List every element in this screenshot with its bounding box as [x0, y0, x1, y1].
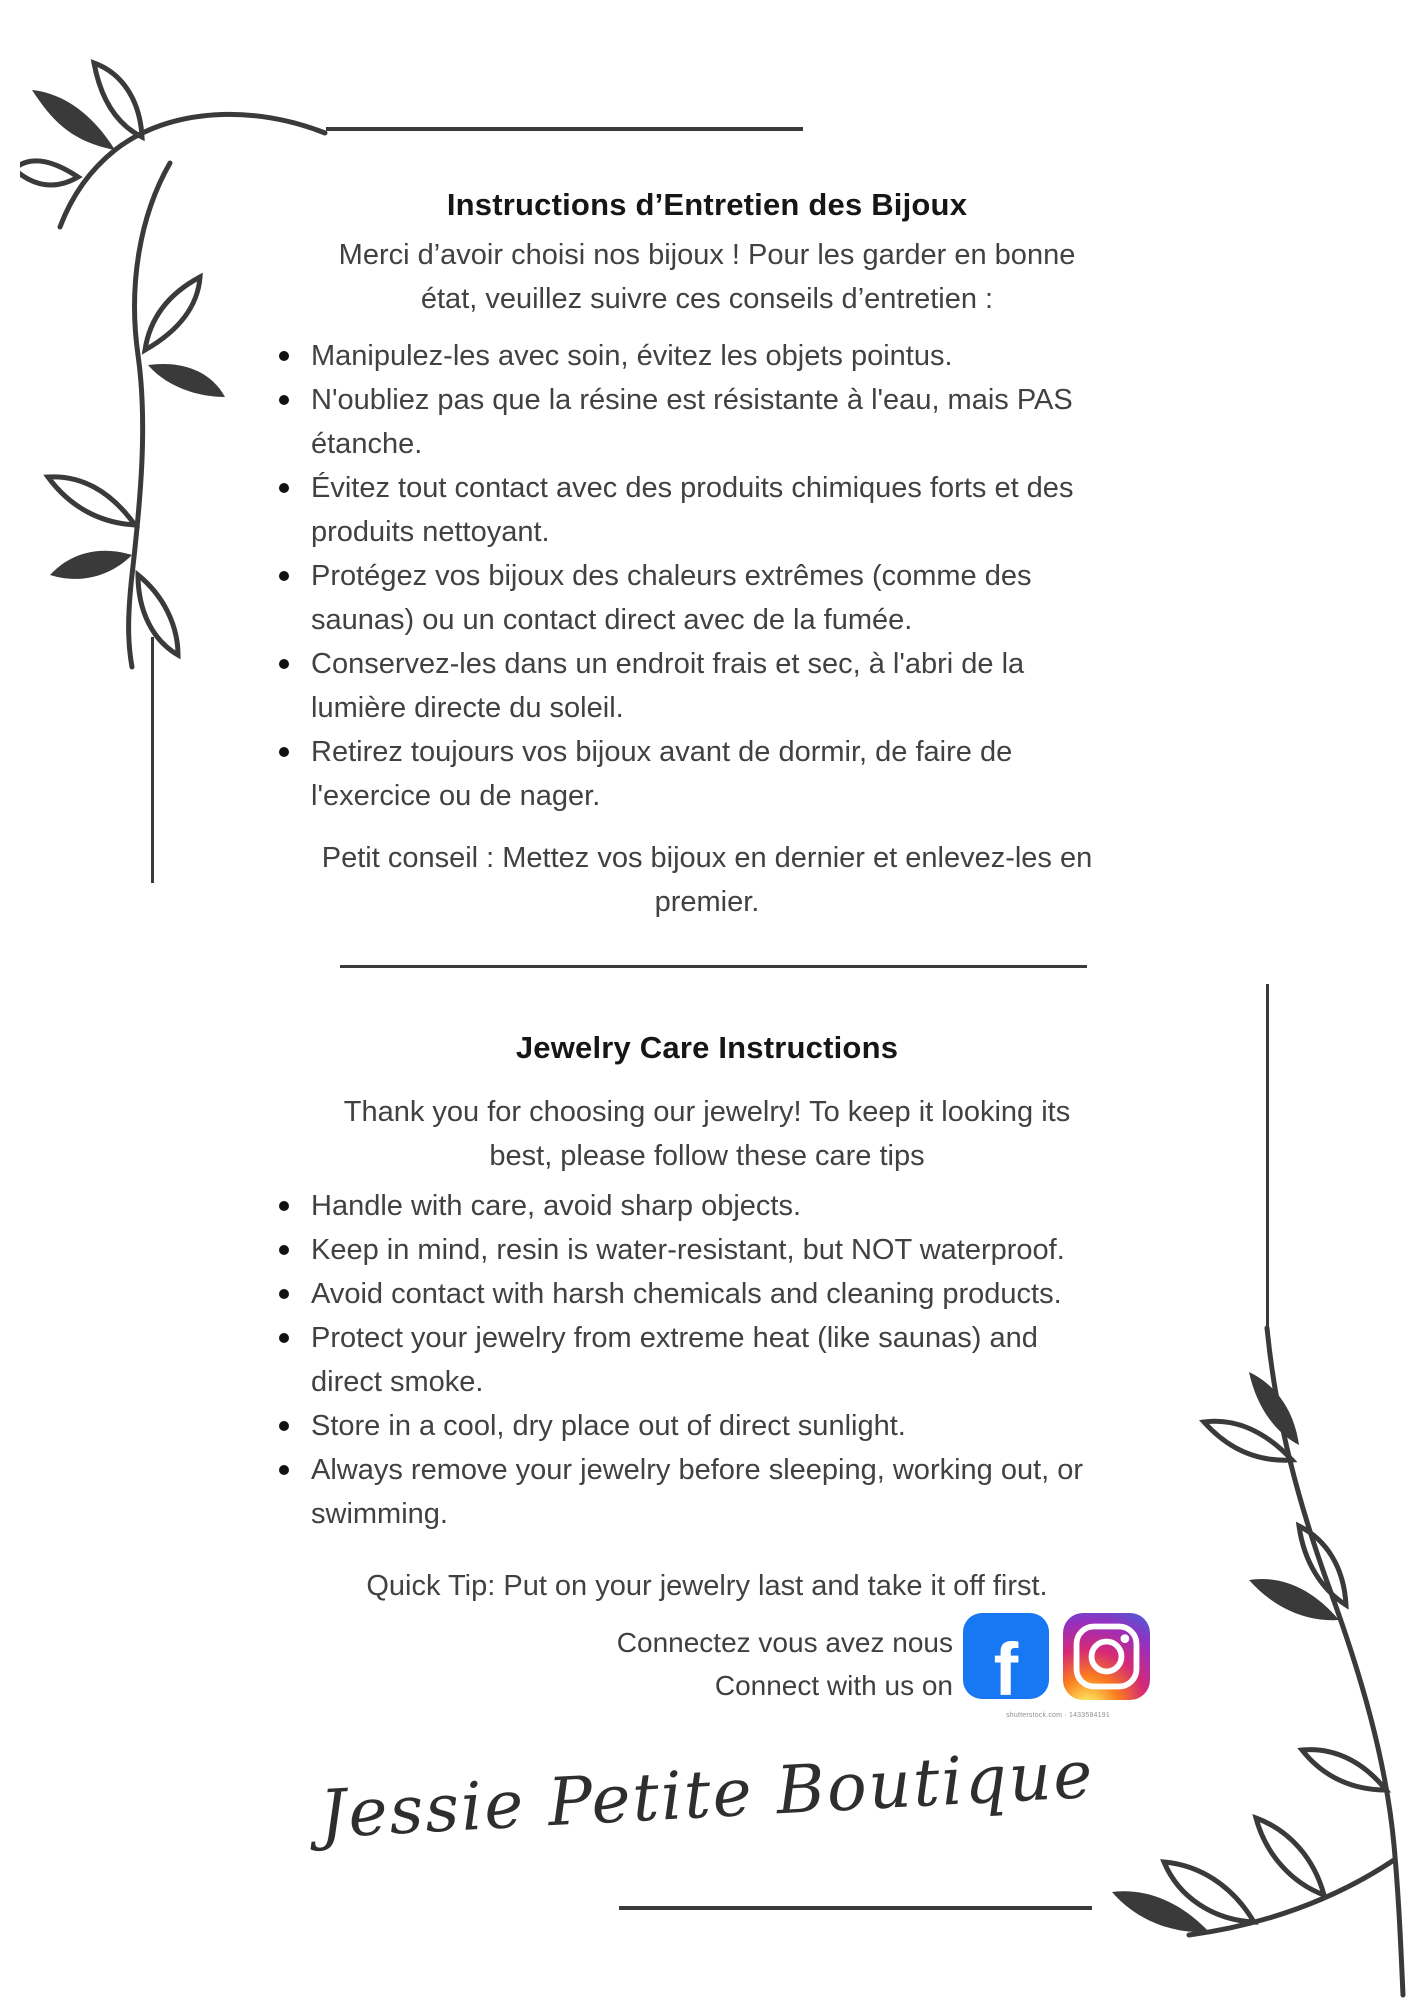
bullet-dot-icon	[279, 1333, 289, 1343]
french-care-list	[277, 334, 1137, 818]
bullet-dot-icon	[279, 351, 289, 361]
english-care-list-item-text: Avoid contact with harsh chemicals and cleaning products.	[311, 1278, 1062, 1310]
english-care-list	[277, 1184, 1137, 1536]
left-vertical-line	[151, 637, 154, 883]
french-care-list-item	[277, 554, 1137, 642]
bullet-dot-icon	[279, 747, 289, 757]
bullet-dot-icon	[279, 1289, 289, 1299]
french-care-list-item-text: Évitez tout contact avec des produits chimiques forts et des produits nettoyant.	[311, 472, 1074, 548]
facebook-f-glyph: f	[993, 1628, 1019, 1699]
french-quick-tip: Petit conseil : Mettez vos bijoux en dernier et enlevez-les en premier.	[321, 842, 1093, 918]
right-vertical-line	[1266, 984, 1269, 1340]
english-care-list-item	[277, 1184, 1137, 1228]
french-care-list-item-text: N'oubliez pas que la résine est résistante à l'eau, mais PAS étanche.	[311, 384, 1073, 460]
french-care-list-item-text: Manipulez-les avec soin, évitez les objets pointus.	[311, 340, 953, 372]
french-intro-text: Merci d’avoir choisi nos bijoux ! Pour les garder en bonne état, veuillez suivre ces conseils d’entretien :	[338, 239, 1076, 315]
french-care-list-item	[277, 466, 1137, 554]
bullet-dot-icon	[279, 1465, 289, 1475]
bullet-dot-icon	[279, 1201, 289, 1211]
french-care-list-item-text: Conservez-les dans un endroit frais et sec, à l'abri de la lumière directe du soleil.	[311, 648, 1025, 724]
french-care-list-item	[277, 730, 1137, 818]
french-care-section	[277, 185, 1137, 924]
boutique-signature-logo: Jessie Petite Boutique	[317, 1735, 1097, 1854]
bullet-dot-icon	[279, 659, 289, 669]
bullet-dot-icon	[279, 395, 289, 405]
french-care-list-item-text: Protégez vos bijoux des chaleurs extrêmes (comme des saunas) ou un contact direct avec de la fumée.	[311, 560, 1032, 636]
french-section-title: Instructions d’Entretien des Bijoux	[446, 187, 968, 222]
french-care-list-item-text: Retirez toujours vos bijoux avant de dormir, de faire de l'exercice ou de nager.	[311, 736, 1013, 812]
english-care-list-item-text: Always remove your jewelry before sleeping, working out, or swimming.	[311, 1454, 1084, 1530]
french-care-list-item	[277, 378, 1137, 466]
middle-divider-line	[340, 965, 1087, 968]
english-care-list-item-text: Keep in mind, resin is water-resistant, but NOT waterproof.	[311, 1234, 1065, 1266]
english-quick-tip: Quick Tip: Put on your jewelry last and take it off first.	[366, 1570, 1048, 1602]
english-care-list-item	[277, 1228, 1137, 1272]
instagram-icon	[1063, 1613, 1150, 1700]
stock-photo-watermark: shutterstock.com · 1433584191	[1006, 1712, 1110, 1719]
bullet-dot-icon	[279, 483, 289, 493]
english-care-list-item	[277, 1404, 1137, 1448]
english-care-list-item	[277, 1316, 1137, 1404]
bullet-dot-icon	[279, 1421, 289, 1431]
connect-text-block	[617, 1621, 953, 1707]
bottom-divider-line	[619, 1906, 1092, 1910]
facebook-icon	[963, 1613, 1049, 1699]
english-intro-text: Thank you for choosing our jewelry! To keep it looking its best, please follow these care tips	[343, 1096, 1071, 1172]
social-icons-group	[963, 1613, 1153, 1723]
english-section-title: Jewelry Care Instructions	[515, 1030, 899, 1065]
bullet-dot-icon	[279, 1245, 289, 1255]
english-care-list-item	[277, 1448, 1137, 1536]
french-care-list-item	[277, 334, 1137, 378]
english-care-section	[277, 1028, 1137, 1608]
french-care-list-item	[277, 642, 1137, 730]
english-care-list-item-text: Handle with care, avoid sharp objects.	[311, 1190, 802, 1222]
english-care-list-item-text: Protect your jewelry from extreme heat (like saunas) and direct smoke.	[311, 1322, 1038, 1398]
bullet-dot-icon	[279, 571, 289, 581]
connect-line-english: Connect with us on	[714, 1670, 953, 1701]
top-divider-line	[326, 127, 803, 131]
connect-line-french: Connectez vous avez nous	[616, 1627, 953, 1658]
english-care-list-item	[277, 1272, 1137, 1316]
english-care-list-item-text: Store in a cool, dry place out of direct sunlight.	[311, 1410, 906, 1442]
instagram-camera-glyph	[1063, 1613, 1150, 1700]
